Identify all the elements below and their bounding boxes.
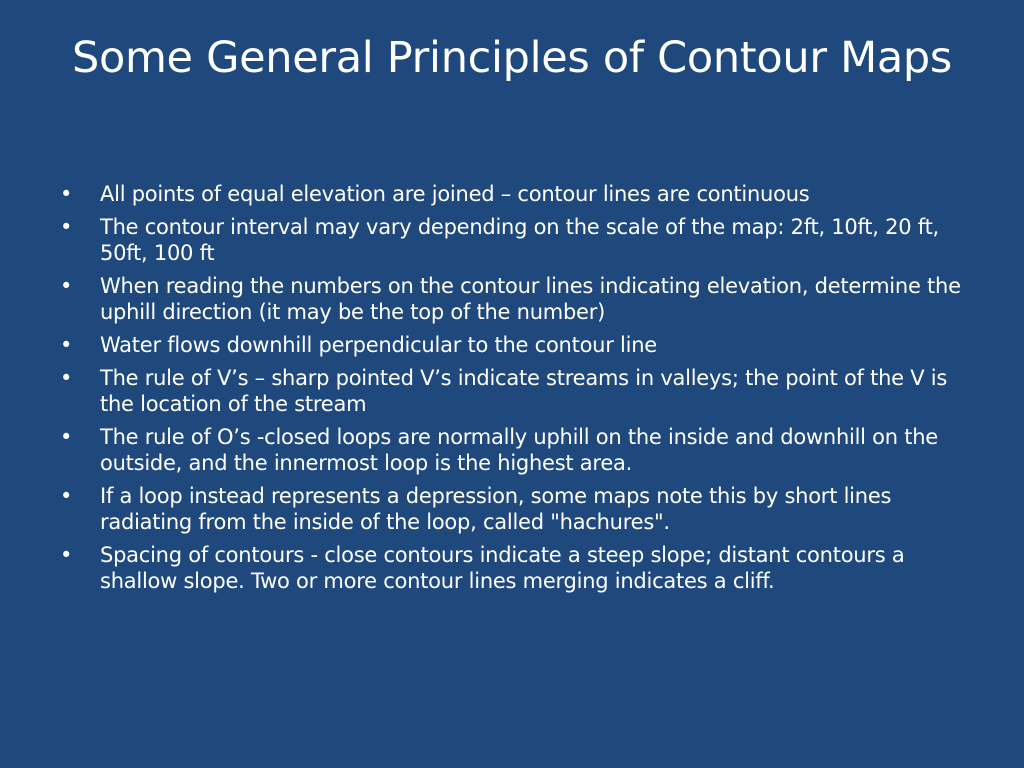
bullet-marker: •: [60, 425, 73, 449]
bullet-item: [60, 424, 970, 476]
bullet-text: The rule of V’s – sharp pointed V’s indicate streams in valleys; the point of the V is the location of the stream: [100, 366, 948, 416]
bullet-item: [60, 214, 970, 266]
bullet-item: [60, 273, 970, 325]
bullet-marker: •: [60, 274, 73, 298]
bullet-text: If a loop instead represents a depression, some maps note this by short lines radiating from the inside of the loop, called "hachures".: [100, 484, 892, 534]
bullet-item: [60, 332, 970, 358]
bullet-text: When reading the numbers on the contour lines indicating elevation, determine the uphill direction (it may be the top of the number): [100, 274, 961, 324]
bullet-text: Spacing of contours - close contours indicate a steep slope; distant contours a shallow slope. Two or more contour lines merging indicates a cliff.: [100, 543, 905, 593]
bullet-item: [60, 181, 970, 207]
bullet-marker: •: [60, 366, 73, 390]
bullet-marker: •: [60, 182, 73, 206]
bullet-text: The rule of O’s -closed loops are normally uphill on the inside and downhill on the outside, and the innermost loop is the highest area.: [100, 425, 938, 475]
bullet-item: [60, 542, 970, 594]
bullet-text: All points of equal elevation are joined – contour lines are continuous: [100, 182, 810, 206]
bullet-text: The contour interval may vary depending on the scale of the map: 2ft, 10ft, 20 ft, 50ft, 100 ft: [100, 215, 939, 265]
bullet-marker: •: [60, 333, 73, 357]
bullet-item: [60, 483, 970, 535]
bullet-list: [60, 181, 970, 601]
bullet-marker: •: [60, 215, 73, 239]
bullet-marker: •: [60, 484, 73, 508]
bullet-text: Water flows downhill perpendicular to the contour line: [100, 333, 657, 357]
slide-title: Some General Principles of Contour Maps: [71, 33, 953, 83]
bullet-marker: •: [60, 543, 73, 567]
bullet-item: [60, 365, 970, 417]
